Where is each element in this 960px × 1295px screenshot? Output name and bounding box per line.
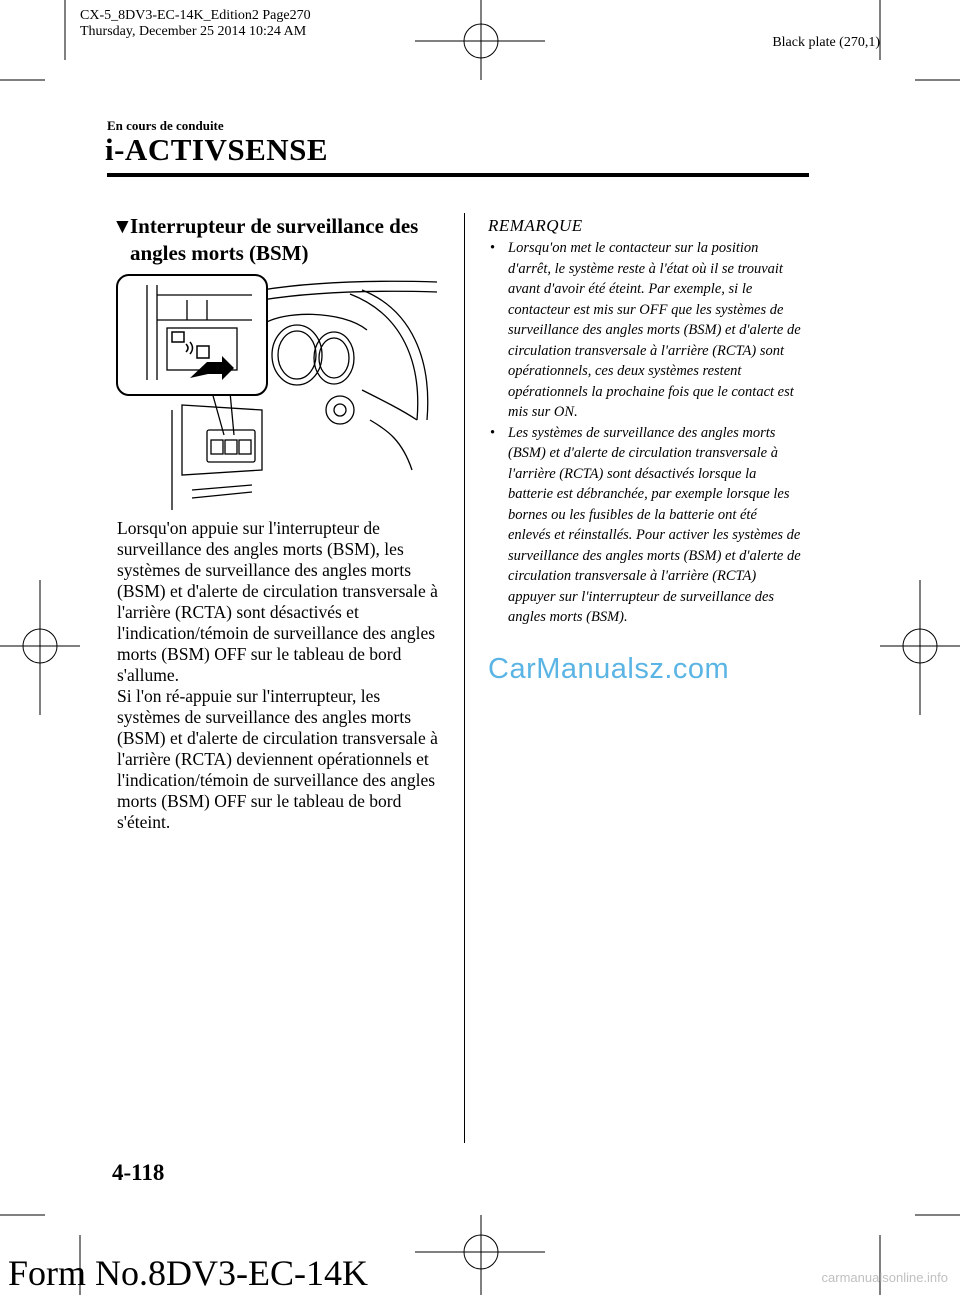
chapter-title: i-ACTIVSENSE: [105, 132, 329, 167]
note-list: [490, 238, 802, 628]
note-item: [490, 238, 802, 423]
column-divider: [464, 213, 465, 1143]
note-item-text: Les systèmes de surveillance des angles morts (BSM) et d'alerte de circulation transversale à l'arrière (RCTA) sont désactivés lorsque la batterie est débranchée, par exemple lorsque les bornes ou les fusibles de la batterie ont été enlevés et réinstallés. Pour activer les systèmes de surveillance des angles morts (BSM) et d'alerte de circulation transversale à l'arrière (RCTA) appuyer sur l'interrupteur de surveillance des angles morts (BSM).: [508, 424, 801, 625]
file-name-line: CX-5_8DV3-EC-14K_Edition2 Page270: [80, 8, 311, 23]
note-item-text: Lorsqu'on met le contacteur sur la position d'arrêt, le système reste à l'état où il se trouvait avant d'avoir été éteint. Par exemple, si le contacteur est mis sur OFF que les systèmes de surveillance des angles morts (BSM) et d'alerte de circulation transversale à l'arrière (RCTA) sont opérationnels, ces deux systèmes restent opérationnels la prochaine fois que le contact est mis sur ON.: [508, 240, 801, 420]
file-date-line: Thursday, December 25 2014 10:24 AM: [80, 24, 307, 39]
triangle-marker-icon: ▼: [112, 214, 133, 238]
bullet-icon: •: [490, 240, 496, 256]
watermark: CarManualsz.com: [488, 653, 730, 685]
print-file-info: [80, 8, 311, 40]
header-rule: [107, 173, 809, 177]
site-watermark: carmanualsonline.info: [821, 1270, 948, 1285]
section-title: [112, 213, 452, 267]
body-text: [117, 518, 447, 833]
body-paragraph-2: Si l'on ré-appuie sur l'interrupteur, les systèmes de surveillance des angles morts (BSM) et d'alerte de circulation transversale à l'arrière (RCTA) deviennent opérationnels et l'indication/témoin de surveillance des angles morts (BSM) OFF sur le tableau de bord s'éteint.: [117, 686, 438, 832]
breadcrumb: En cours de conduite: [107, 118, 224, 133]
section-title-text: Interrupteur de surveillance des angles morts (BSM): [130, 214, 419, 265]
plate-info: Black plate (270,1): [772, 35, 880, 50]
body-paragraph-1: Lorsqu'on appuie sur l'interrupteur de surveillance des angles morts (BSM), les systèmes de surveillance des angles morts (BSM) et d'alerte de circulation transversale à l'arrière (RCTA) sont désactivés et l'indication/témoin de surveillance des angles morts (BSM) OFF sur le tableau de bord s'allume.: [117, 518, 438, 685]
page-number: 4-118: [112, 1160, 165, 1185]
note-heading: REMARQUE: [488, 216, 583, 235]
bsm-switch-illustration: [112, 270, 437, 510]
note-item: [490, 423, 802, 628]
form-number: Form No.8DV3-EC-14K: [8, 1253, 368, 1293]
bullet-icon: •: [490, 424, 496, 441]
